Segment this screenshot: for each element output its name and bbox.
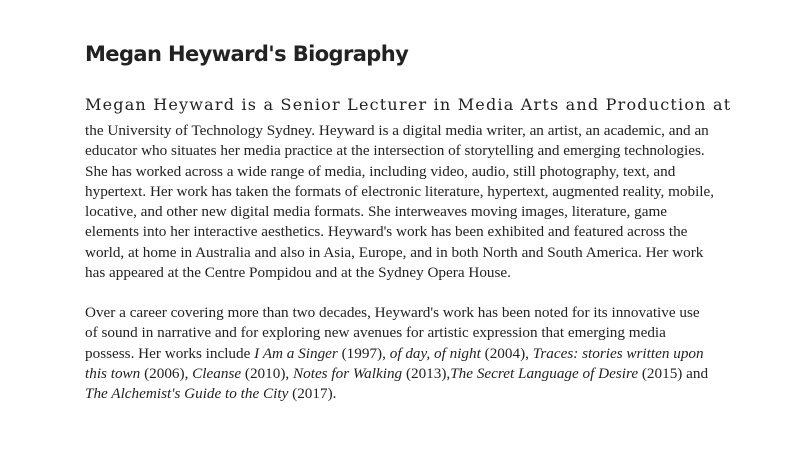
page-title: Megan Heyward's Biography — [85, 42, 409, 66]
work-year: (2017). — [288, 385, 337, 403]
work-year: (1997), — [337, 344, 390, 362]
work-title: The Secret Language of Desire — [450, 364, 639, 382]
lead-sentence: Megan Heyward is a Senior Lecturer in Media Arts and Production at — [85, 95, 732, 114]
work-year: (2006), — [140, 364, 193, 382]
work-title: of day, of night — [389, 344, 481, 362]
work-year: (2015) and — [638, 364, 709, 382]
work-title: Notes for Walking — [293, 364, 403, 382]
work-year: (2013), — [402, 364, 451, 382]
work-year: (2004), — [480, 344, 533, 362]
biography-paragraph-1: the University of Technology Sydney. Heyward is a digital media writer, an artist, an academic, and an educator who situates her media practice at the intersection of storytelling and emerging technologies. She has worked across a wide range of media, including video, audio, still photography, text, and hypertext. Her work has taken the formats of electronic literature, hypertext, augmented reality, mobile, locative, and other new digital media formats. She interweaves moving images, literature, game elements into her interactive aesthetics. Heyward's work has been exhibited and featured across the world, at home in Australia and also in Asia, Europe, and in both North and South America. Her work has appeared at the Centre Pompidou and at the Sydney Opera House. — [85, 122, 715, 282]
biography-paragraph-2 — [85, 303, 715, 404]
work-title: The Alchemist's Guide to the City — [85, 385, 289, 403]
work-title: Traces: stories written upon this town — [85, 344, 704, 382]
work-title: I Am a Singer — [254, 344, 338, 362]
work-title: Cleanse — [192, 364, 242, 382]
work-year: (2010), — [241, 364, 293, 382]
paragraph-2-intro: Over a career covering more than two decades, Heyward's work has been noted for its innovative use of sound in narrative and for exploring new avenues for artistic expression that emerging media possess. Her works include — [85, 304, 700, 362]
